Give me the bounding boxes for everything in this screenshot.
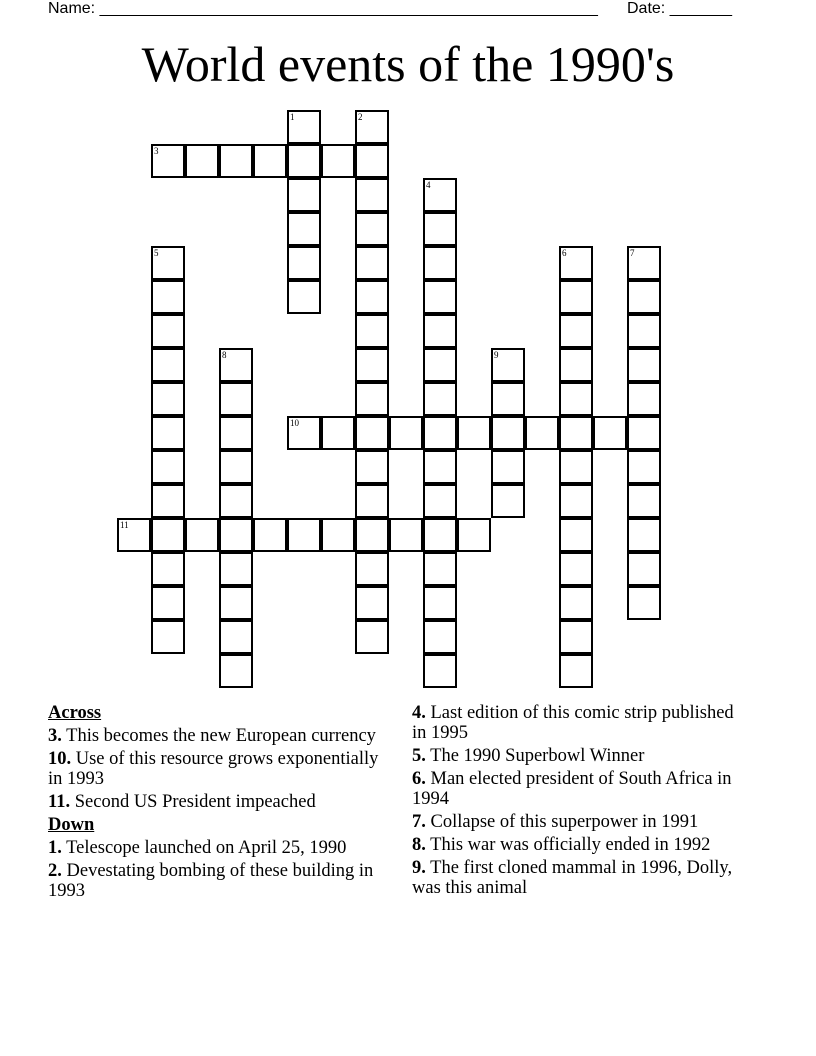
grid-cell-4[interactable]: [423, 178, 457, 212]
grid-cell-9[interactable]: [491, 348, 525, 382]
clue-text: Second US President impeached: [74, 792, 316, 812]
grid-cell[interactable]: [423, 212, 457, 246]
grid-cell[interactable]: [627, 416, 661, 450]
clues-left-column: [48, 703, 388, 904]
grid-cell[interactable]: [491, 416, 525, 450]
grid-cell[interactable]: [423, 484, 457, 518]
grid-cell[interactable]: [219, 620, 253, 654]
down-heading: Down: [48, 815, 95, 835]
grid-cell[interactable]: [491, 450, 525, 484]
grid-cell[interactable]: [423, 416, 457, 450]
grid-cell-3[interactable]: [151, 144, 185, 178]
date-field-line: Date: _______: [627, 0, 732, 17]
across-heading: Across: [48, 703, 102, 723]
grid-cell[interactable]: [559, 348, 593, 382]
clue-number: 4.: [412, 703, 426, 723]
grid-cell[interactable]: [559, 314, 593, 348]
grid-cell[interactable]: [457, 416, 491, 450]
grid-cell[interactable]: [287, 246, 321, 280]
grid-cell[interactable]: [287, 212, 321, 246]
grid-cell[interactable]: [559, 450, 593, 484]
grid-cell[interactable]: [627, 484, 661, 518]
grid-cell[interactable]: [423, 654, 457, 688]
grid-cell[interactable]: [423, 314, 457, 348]
grid-cell[interactable]: [355, 416, 389, 450]
clue-number: 7.: [412, 812, 426, 832]
grid-cell[interactable]: [253, 144, 287, 178]
grid-cell[interactable]: [627, 314, 661, 348]
clue-number: 2.: [48, 861, 62, 881]
grid-cell[interactable]: [219, 382, 253, 416]
grid-cell[interactable]: [185, 518, 219, 552]
grid-cell[interactable]: [491, 382, 525, 416]
grid-cell[interactable]: [355, 144, 389, 178]
grid-cell-11[interactable]: [117, 518, 151, 552]
grid-cell[interactable]: [355, 518, 389, 552]
grid-cell-10[interactable]: [287, 416, 321, 450]
grid-cell[interactable]: [627, 382, 661, 416]
grid-cell[interactable]: [151, 382, 185, 416]
grid-cell[interactable]: [355, 586, 389, 620]
grid-cell[interactable]: [151, 586, 185, 620]
clue-text: This war was officially ended in 1992: [430, 835, 711, 855]
grid-cell-5[interactable]: [151, 246, 185, 280]
grid-cell-8[interactable]: [219, 348, 253, 382]
grid-cell[interactable]: [559, 382, 593, 416]
grid-number: 5: [154, 248, 159, 258]
grid-cell[interactable]: [151, 314, 185, 348]
grid-cell[interactable]: [355, 212, 389, 246]
grid-cell[interactable]: [355, 620, 389, 654]
grid-cell[interactable]: [355, 552, 389, 586]
grid-cell[interactable]: [627, 450, 661, 484]
clue-across-11: [48, 792, 388, 812]
grid-cell[interactable]: [219, 144, 253, 178]
grid-cell[interactable]: [627, 586, 661, 620]
grid-cell[interactable]: [423, 586, 457, 620]
clue-text: The 1990 Superbowl Winner: [430, 746, 645, 766]
grid-cell[interactable]: [321, 416, 355, 450]
grid-number: 1: [290, 112, 295, 122]
grid-number: 4: [426, 180, 431, 190]
clues-right-column: [412, 703, 752, 901]
grid-cell[interactable]: [321, 518, 355, 552]
clue-number: 3.: [48, 726, 62, 746]
grid-cell[interactable]: [151, 280, 185, 314]
grid-cell[interactable]: [287, 518, 321, 552]
clue-down-8: [412, 835, 752, 855]
grid-cell[interactable]: [151, 416, 185, 450]
clue-number: 9.: [412, 858, 426, 878]
clue-across-3: [48, 726, 388, 746]
grid-cell[interactable]: [151, 450, 185, 484]
clue-text: The first cloned mammal in 1996, Dolly, was this animal: [412, 858, 733, 898]
grid-cell[interactable]: [559, 620, 593, 654]
grid-cell[interactable]: [151, 620, 185, 654]
grid-cell[interactable]: [355, 314, 389, 348]
grid-cell[interactable]: [423, 280, 457, 314]
grid-cell[interactable]: [151, 518, 185, 552]
grid-number: 8: [222, 350, 227, 360]
grid-cell[interactable]: [185, 144, 219, 178]
grid-cell[interactable]: [559, 552, 593, 586]
grid-number: 9: [494, 350, 499, 360]
clue-down-2: [48, 861, 388, 901]
puzzle-title: World events of the 1990's: [141, 36, 675, 92]
clue-text: Man elected president of South Africa in 1994: [412, 769, 732, 809]
grid-cell[interactable]: [287, 178, 321, 212]
clue-text: Last edition of this comic strip published in 1995: [412, 703, 734, 743]
clue-down-6: [412, 769, 752, 809]
grid-cell-1[interactable]: [287, 110, 321, 144]
clue-number: 1.: [48, 838, 62, 858]
grid-cell[interactable]: [423, 348, 457, 382]
grid-cell[interactable]: [627, 518, 661, 552]
clue-down-7: [412, 812, 752, 832]
grid-number: 2: [358, 112, 363, 122]
grid-cell[interactable]: [355, 246, 389, 280]
grid-cell[interactable]: [151, 552, 185, 586]
grid-cell[interactable]: [559, 518, 593, 552]
clue-number: 11.: [48, 792, 71, 812]
grid-cell[interactable]: [423, 382, 457, 416]
clue-down-4: [412, 703, 752, 743]
grid-cell[interactable]: [219, 450, 253, 484]
clue-across-10: [48, 749, 388, 789]
clue-down-5: [412, 746, 752, 766]
grid-cell[interactable]: [219, 552, 253, 586]
grid-cell[interactable]: [151, 484, 185, 518]
grid-cell[interactable]: [423, 246, 457, 280]
grid-cell[interactable]: [491, 484, 525, 518]
grid-cell[interactable]: [627, 552, 661, 586]
clue-number: 8.: [412, 835, 426, 855]
clue-text: Collapse of this superpower in 1991: [430, 812, 699, 832]
grid-cell[interactable]: [287, 280, 321, 314]
grid-cell[interactable]: [559, 586, 593, 620]
grid-number: 11: [120, 520, 129, 530]
clue-number: 5.: [412, 746, 426, 766]
grid-cell[interactable]: [627, 280, 661, 314]
grid-cell[interactable]: [355, 450, 389, 484]
grid-cell-6[interactable]: [559, 246, 593, 280]
grid-number: 6: [562, 248, 567, 258]
clue-text: Telescope launched on April 25, 1990: [66, 838, 347, 858]
grid-number: 3: [154, 146, 159, 156]
grid-cell[interactable]: [321, 144, 355, 178]
grid-cell[interactable]: [355, 178, 389, 212]
grid-cell[interactable]: [423, 552, 457, 586]
grid-cell[interactable]: [355, 280, 389, 314]
grid-cell[interactable]: [423, 450, 457, 484]
grid-number: 10: [290, 418, 299, 428]
grid-cell[interactable]: [559, 416, 593, 450]
clue-down-1: [48, 838, 388, 858]
clue-text: This becomes the new European currency: [66, 726, 376, 746]
grid-cell[interactable]: [559, 280, 593, 314]
grid-cell-7[interactable]: [627, 246, 661, 280]
clue-number: 10.: [48, 749, 72, 769]
grid-cell[interactable]: [525, 416, 559, 450]
grid-cell[interactable]: [219, 654, 253, 688]
grid-cell[interactable]: [423, 518, 457, 552]
grid-cell[interactable]: [389, 416, 423, 450]
grid-cell[interactable]: [219, 586, 253, 620]
grid-cell[interactable]: [355, 382, 389, 416]
grid-cell[interactable]: [559, 654, 593, 688]
clue-down-9: [412, 858, 752, 898]
grid-cell[interactable]: [219, 518, 253, 552]
grid-cell-2[interactable]: [355, 110, 389, 144]
grid-cell[interactable]: [593, 416, 627, 450]
clue-text: Devestating bombing of these building in 1993: [48, 861, 374, 901]
grid-cell[interactable]: [253, 518, 287, 552]
grid-cell[interactable]: [559, 484, 593, 518]
grid-cell[interactable]: [457, 518, 491, 552]
grid-cell[interactable]: [219, 416, 253, 450]
grid-cell[interactable]: [287, 144, 321, 178]
grid-cell[interactable]: [151, 348, 185, 382]
clue-number: 6.: [412, 769, 426, 789]
grid-cell[interactable]: [219, 484, 253, 518]
grid-cell[interactable]: [627, 348, 661, 382]
grid-number: 7: [630, 248, 635, 258]
name-field-line: Name: ________________________________________________________: [48, 0, 598, 17]
grid-cell[interactable]: [355, 348, 389, 382]
grid-cell[interactable]: [423, 620, 457, 654]
grid-cell[interactable]: [389, 518, 423, 552]
grid-cell[interactable]: [355, 484, 389, 518]
clue-text: Use of this resource grows exponentially in 1993: [48, 749, 379, 789]
